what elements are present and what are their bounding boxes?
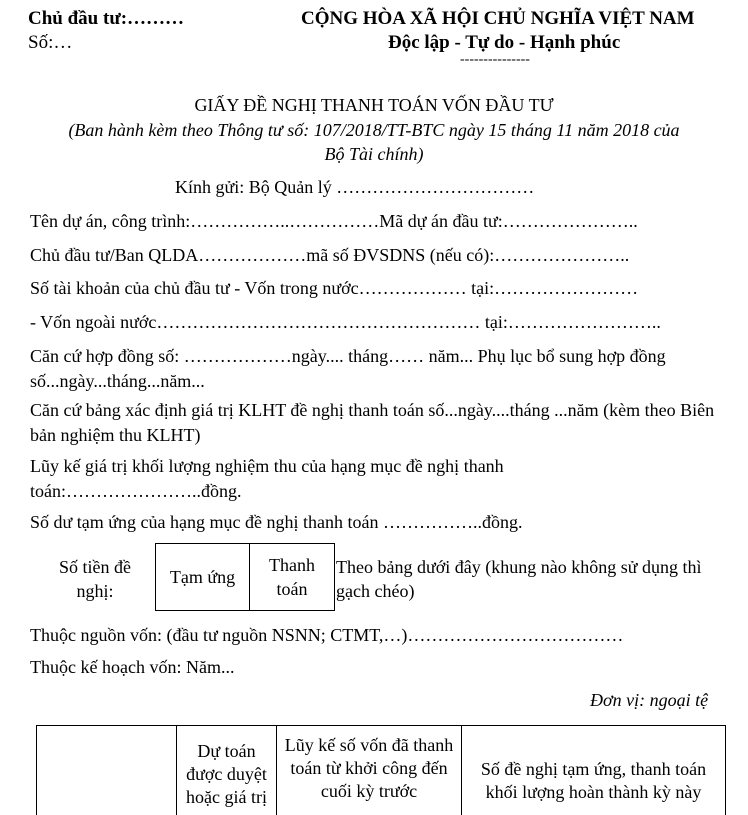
table-header-estimate: Dự toán được duyệt hoặc giá trị <box>177 726 277 815</box>
box-note: Theo bảng dưới đây (khung nào không sử dụng thì gạch chéo) <box>336 557 702 601</box>
owner-line: Chủ đầu tư/Ban QLDA………………mã số ĐVSDNS (nếu có):………………….. <box>30 245 630 265</box>
contract-paragraph: Căn cứ hợp đồng số: ………………ngày.... tháng…… năm... Phụ lục bổ sung hợp đồng số...ngày...tháng...năm... <box>30 346 666 391</box>
motto-rule: --------------- <box>460 52 530 67</box>
amount-requested-label: Số tiền đề nghị: <box>59 557 131 601</box>
table-header-cumulative: Lũy kế số vốn đã thanh toán từ khởi công đến cuối kỳ trước <box>277 726 462 815</box>
payment-table <box>36 725 726 815</box>
document-title: GIẤY ĐỀ NGHỊ THANH TOÁN VỐN ĐẦU TƯ <box>194 95 554 115</box>
nation-title: CỘNG HÒA XÃ HỘI CHỦ NGHĨA VIỆT NAM <box>301 8 695 29</box>
volume-table-paragraph: Căn cứ bảng xác định giá trị KLHT đề nghị thanh toán số...ngày....tháng ...năm (kèm theo Biên bản nghiệm thu KLHT) <box>30 400 715 445</box>
payment-box[interactable]: Thanh toán <box>249 543 335 611</box>
motto: Độc lập - Tự do - Hạnh phúc <box>388 32 621 53</box>
table-header-this-period: Số đề nghị tạm ứng, thanh toán khối lượng hoàn thành kỳ này <box>480 759 707 802</box>
investor-line: Chủ đầu tư:……… <box>28 8 185 29</box>
unit-label: Đơn vị: ngoại tệ <box>590 690 709 710</box>
document-number: Số:… <box>28 32 73 53</box>
cumulative-paragraph: Lũy kế giá trị khối lượng nghiệm thu của hạng mục đề nghị thanh toán:…………………..đồng. <box>30 456 504 501</box>
capital-plan-line: Thuộc kế hoạch vốn: Năm... <box>30 657 235 677</box>
project-line: Tên dự án, công trình:……………..……………Mã dự án đầu tư:………………….. <box>30 211 638 231</box>
capital-source-line: Thuộc nguồn vốn: (đầu tư nguồn NSNN; CTMT,…)……………………………… <box>30 625 624 645</box>
table-header-col-1 <box>37 726 177 815</box>
subtitle-line-2: Bộ Tài chính) <box>324 144 424 164</box>
advance-box[interactable]: Tạm ứng <box>155 543 250 611</box>
addressee: Kính gửi: Bộ Quản lý …………………………… <box>175 177 535 197</box>
advance-balance-line: Số dư tạm ứng của hạng mục đề nghị thanh toán ……………..đồng. <box>30 512 523 532</box>
account-line: Số tài khoản của chủ đầu tư - Vốn trong nước……………… tại:…………………… <box>30 278 639 298</box>
foreign-capital-line: - Vốn ngoài nước……………………………………………… tại:…………………….. <box>30 312 661 332</box>
subtitle-line-1: (Ban hành kèm theo Thông tư số: 107/2018/TT-BTC ngày 15 tháng 11 năm 2018 của <box>68 120 680 140</box>
